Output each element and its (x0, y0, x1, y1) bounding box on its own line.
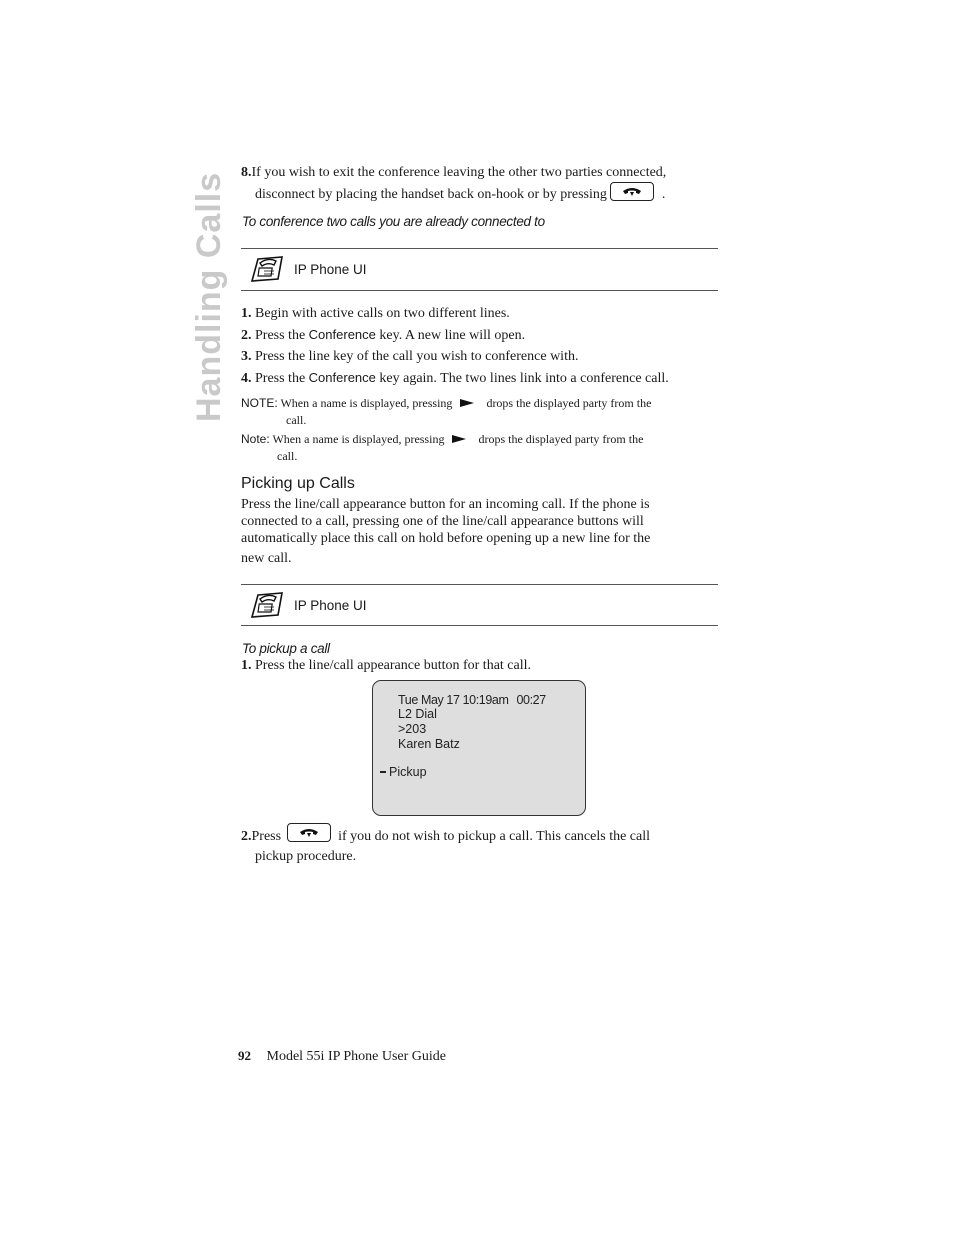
note-2 (241, 431, 731, 464)
list-item (241, 348, 731, 365)
paragraph-line: automatically place this call on hold before opening up a new line for the (241, 531, 651, 546)
step-number: 1. (241, 306, 252, 321)
conference-steps (241, 305, 731, 387)
page-number: 92 (238, 1048, 251, 1063)
step-text: key again. The two lines link into a conference call. (375, 371, 669, 386)
paragraph-line: new call. (241, 551, 292, 566)
divider (241, 290, 718, 291)
step-text: pickup procedure. (255, 849, 357, 864)
divider (241, 248, 718, 249)
step-text: Press the line/call appearance button for that call. (255, 658, 532, 673)
right-arrow-key-icon (459, 396, 475, 412)
conference-heading: To conference two calls you are already connected to (242, 214, 545, 229)
note-text: When a name is displayed, pressing (272, 432, 445, 446)
divider (241, 625, 718, 626)
paragraph-line: Press the line/call appearance button for an incoming call. If the phone is (241, 497, 650, 512)
guide-title: Model 55i IP Phone User Guide (266, 1049, 447, 1064)
screen-name: Karen Batz (398, 737, 460, 751)
note-text: call. (286, 413, 307, 428)
goodbye-key-icon (287, 823, 331, 842)
side-title-text: Handling Calls (190, 171, 228, 422)
step-8-end: . (661, 187, 666, 202)
list-item (241, 326, 731, 344)
step-text: Begin with active calls on two different lines. (255, 306, 510, 321)
screen-datetime-row (398, 693, 546, 708)
phone-icon (250, 255, 286, 288)
step-text: if you do not wish to pickup a call. This cancels the call (338, 829, 651, 844)
softkey-dash-icon (380, 771, 386, 773)
ip-phone-ui-label: IP Phone UI (294, 598, 367, 613)
pickup-step-1 (241, 657, 721, 674)
screen-number: >203 (398, 722, 427, 736)
step-text: Press the line key of the call you wish to conference with. (255, 349, 579, 364)
step-text: key. A new line will open. (375, 328, 526, 343)
picking-up-paragraph (241, 496, 721, 567)
note-text: drops the displayed party from the (486, 396, 652, 410)
step-8-line1: If you wish to exit the conference leaving the other two parties connected, (251, 165, 667, 180)
step-8 (241, 164, 731, 203)
step-text: Press (251, 829, 282, 844)
screen-line: L2 Dial (398, 707, 437, 721)
right-arrow-key-icon (451, 432, 467, 448)
pickup-softkey[interactable]: Pickup (389, 765, 427, 779)
step-8-line2: disconnect by placing the handset back on-hook or by pressing (255, 187, 607, 202)
pickup-step-2 (241, 828, 731, 865)
step-number: 2. (241, 829, 252, 844)
step-number: 2. (241, 328, 252, 343)
step-number: 3. (241, 349, 252, 364)
note-text: call. (277, 449, 298, 464)
screen-timer: 00:27 (516, 693, 546, 707)
note-text: drops the displayed party from the (478, 432, 644, 446)
note-text: When a name is displayed, pressing (280, 396, 453, 410)
step-number: 8. (241, 165, 252, 180)
note-1 (241, 395, 731, 428)
section-heading: Picking up Calls (241, 475, 355, 492)
step-text: Press the (255, 328, 309, 343)
divider (241, 584, 718, 585)
step-number: 4. (241, 371, 252, 386)
pickup-heading: To pickup a call (242, 641, 330, 656)
ip-phone-ui-label: IP Phone UI (294, 262, 367, 277)
phone-screen (372, 680, 586, 816)
conference-key-label: Conference (308, 327, 376, 342)
step-number: 1. (241, 658, 252, 673)
screen-datetime: Tue May 17 10:19am (398, 693, 509, 707)
list-item (241, 305, 731, 322)
page-footer (238, 1047, 446, 1065)
note-label: Note: (241, 432, 270, 446)
phone-icon (250, 591, 286, 624)
list-item (241, 369, 731, 387)
step-text: Press the (255, 371, 309, 386)
note-label: NOTE: (241, 396, 278, 410)
goodbye-key-icon (610, 182, 654, 201)
conference-key-label: Conference (308, 370, 376, 385)
paragraph-line: connected to a call, pressing one of the line/call appearance buttons will (241, 514, 644, 529)
